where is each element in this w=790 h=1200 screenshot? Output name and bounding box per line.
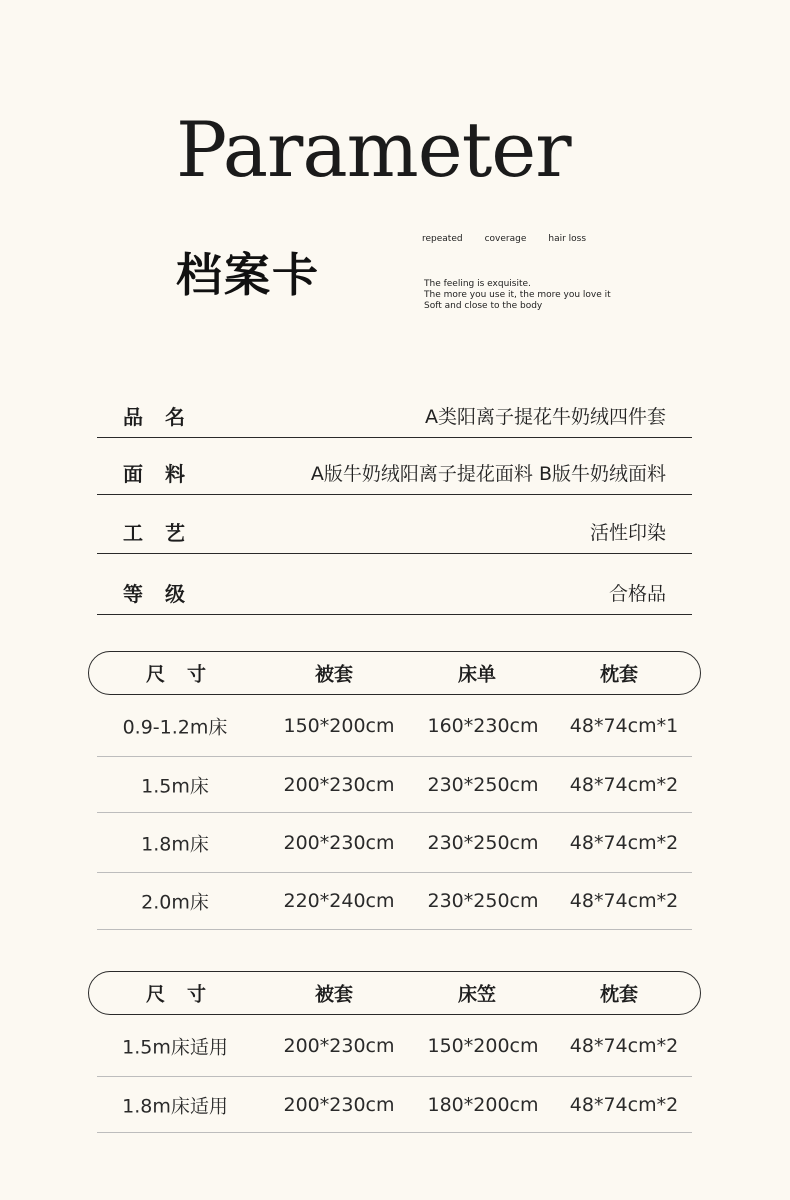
cell-pillowcase: 48*74cm*2 — [569, 773, 679, 796]
cell-bed-sheet: 230*250cm — [427, 890, 539, 912]
info-value: A类阳离子提花牛奶绒四件套 — [425, 406, 666, 428]
cell-duvet-cover: 150*200cm — [283, 714, 395, 737]
cell-duvet-cover: 200*230cm — [283, 1093, 395, 1116]
table-row — [97, 1077, 692, 1133]
info-row-fabric — [97, 438, 692, 495]
info-value: 活性印染 — [589, 522, 666, 544]
page-title-english: Parameter — [176, 105, 571, 194]
info-label: 等级 — [123, 582, 207, 606]
cell-duvet-cover: 200*230cm — [283, 1034, 395, 1057]
tagline-line: Soft and close to the body — [424, 301, 543, 311]
table-row — [97, 757, 692, 813]
table-row — [97, 695, 692, 757]
cell-pillowcase: 48*74cm*2 — [569, 890, 679, 912]
size-table-flat-sheet — [88, 651, 701, 930]
cell-bed-sheet: 230*250cm — [427, 773, 539, 796]
tagline-line: The more you use it, the more you love it — [424, 290, 611, 300]
table-row — [97, 813, 692, 873]
cell-bed-sheet: 230*250cm — [427, 831, 539, 854]
tag-hair-loss: hair loss — [548, 234, 587, 244]
cell-duvet-cover: 200*230cm — [283, 773, 395, 796]
table-row — [97, 873, 692, 930]
info-label: 品名 — [123, 405, 207, 429]
header-fitted-sheet: 床笠 — [457, 983, 497, 1006]
header-pillowcase: 枕套 — [599, 663, 639, 686]
info-label: 面料 — [123, 462, 207, 486]
header-size: 尺寸 — [145, 983, 229, 1006]
cell-fitted-sheet: 180*200cm — [427, 1093, 539, 1116]
tagline — [424, 279, 611, 312]
cell-fitted-sheet: 150*200cm — [427, 1034, 539, 1057]
cell-size: 2.0m床 — [141, 891, 209, 914]
cell-duvet-cover: 200*230cm — [283, 831, 395, 854]
tag-repeated: repeated — [422, 234, 463, 244]
cell-pillowcase: 48*74cm*2 — [569, 831, 679, 854]
info-row-process — [97, 495, 692, 554]
tag-coverage: coverage — [484, 234, 527, 244]
cell-pillowcase: 48*74cm*2 — [569, 1034, 679, 1057]
info-row-grade — [97, 554, 692, 615]
size-table-header — [88, 651, 701, 695]
info-value: 合格品 — [608, 583, 666, 605]
info-value: A版牛奶绒阳离子提花面料 B版牛奶绒面料 — [310, 463, 666, 485]
tagline-line: The feeling is exquisite. — [424, 279, 531, 289]
size-table-fitted-sheet — [88, 971, 701, 1133]
product-info — [97, 392, 692, 615]
info-label: 工艺 — [123, 521, 207, 545]
info-row-product-name — [97, 392, 692, 438]
header-duvet-cover: 被套 — [314, 663, 354, 686]
cell-pillowcase: 48*74cm*2 — [569, 1093, 679, 1116]
header-bed-sheet: 床单 — [457, 663, 497, 686]
cell-bed-sheet: 160*230cm — [427, 714, 539, 737]
header-pillowcase: 枕套 — [599, 983, 639, 1006]
cell-size: 1.5m床 — [141, 775, 209, 797]
cell-duvet-cover: 220*240cm — [283, 890, 395, 912]
tag-list — [422, 234, 586, 244]
header-duvet-cover: 被套 — [314, 983, 354, 1006]
cell-size: 0.9-1.2m床 — [122, 716, 228, 738]
table-row — [97, 1015, 692, 1077]
cell-size: 1.5m床适用 — [122, 1036, 228, 1058]
size-table-header — [88, 971, 701, 1015]
header-size: 尺寸 — [145, 663, 229, 686]
cell-size: 1.8m床 — [141, 833, 209, 855]
cell-pillowcase: 48*74cm*1 — [569, 714, 679, 737]
cell-size: 1.8m床适用 — [122, 1095, 228, 1117]
page-title-chinese: 档案卡 — [176, 248, 320, 302]
